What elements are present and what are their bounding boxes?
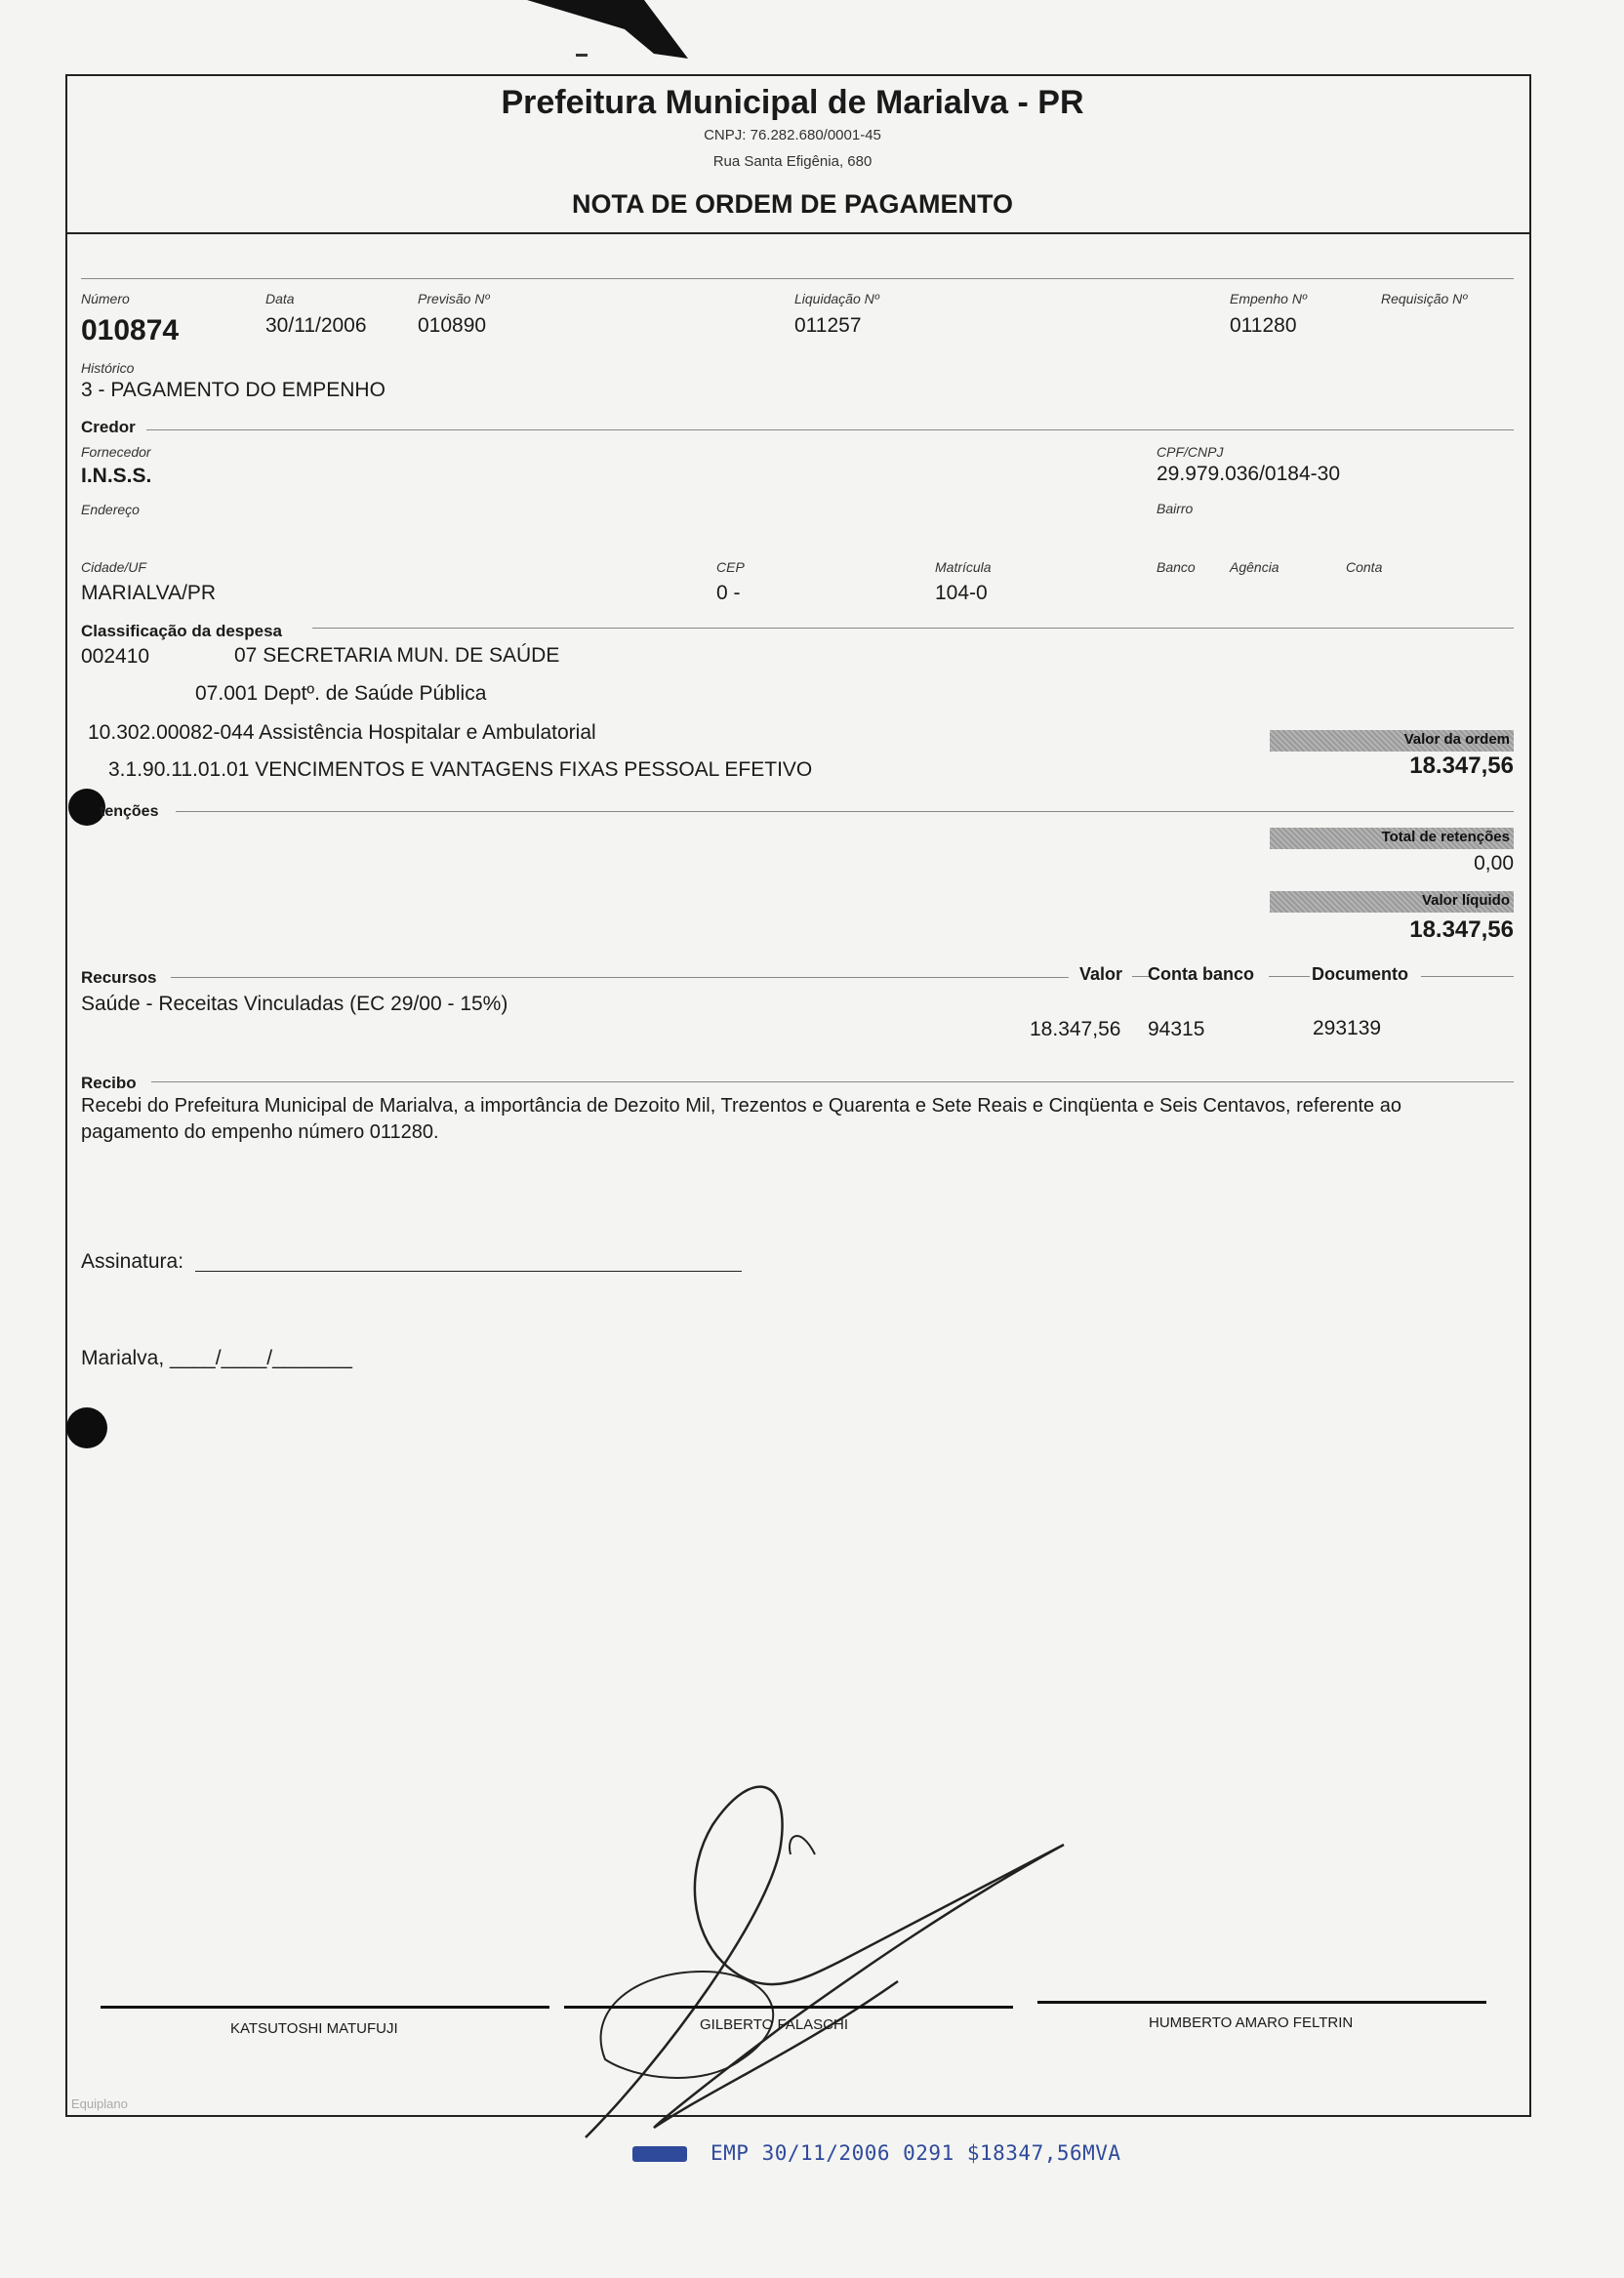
divider [1269, 976, 1310, 977]
classificacao-code: 002410 [81, 645, 150, 668]
classificacao-line1: 07 SECRETARIA MUN. DE SAÚDE [234, 644, 560, 667]
signature-name-2: GILBERTO FALASCHI [700, 2016, 848, 2033]
liquidacao-label: Liquidação Nº [794, 291, 879, 306]
valor-ordem-bar [1270, 730, 1514, 752]
header-divider [65, 232, 1531, 234]
recurso-descricao: Saúde - Receitas Vinculadas (EC 29/00 - 15%) [81, 993, 508, 1015]
staple-mark [527, 0, 703, 68]
page-title: Prefeitura Municipal de Marialva - PR [501, 84, 1084, 121]
total-retencoes-bar [1270, 828, 1514, 849]
signature-line [564, 2006, 1013, 2009]
recibo-text: Recebi do Prefeitura Municipal de Marialva, a importância de Dezoito Mil, Trezentos e Quarenta e Sete Reais e Cinqüenta e Seis Centavos, referente ao pagamento do empenho número 011280. [81, 1095, 1401, 1143]
total-retencoes-label: Total de retenções [1381, 829, 1510, 845]
divider [312, 628, 1514, 629]
liquidacao-value: 011257 [794, 314, 862, 337]
cnpj-text: CNPJ: 76.282.680/0001-45 [704, 127, 881, 143]
matricula-value: 104-0 [935, 582, 988, 604]
divider [151, 1081, 1514, 1082]
documento-column-label: Documento [1312, 964, 1408, 984]
valor-ordem-value: 18.347,56 [1409, 753, 1514, 779]
fornecedor-value: I.N.S.S. [81, 465, 152, 487]
valor-ordem-label: Valor da ordem [1403, 731, 1510, 748]
assinatura-line [195, 1271, 742, 1272]
cpf-label: CPF/CNPJ [1157, 444, 1224, 460]
valor-liquido-label: Valor líquido [1421, 892, 1510, 909]
divider [81, 278, 1514, 279]
valor-column-label: Valor [1079, 964, 1123, 984]
historico-value: 3 - PAGAMENTO DO EMPENHO [81, 379, 386, 401]
conta-banco-column-label: Conta banco [1148, 964, 1255, 984]
bairro-label: Bairro [1157, 501, 1194, 516]
previsao-value: 010890 [418, 314, 487, 337]
historico-label: Histórico [81, 360, 135, 376]
recurso-conta-banco: 94315 [1148, 1018, 1205, 1040]
classificacao-line2: 07.001 Deptº. de Saúde Pública [195, 682, 487, 705]
divider [1421, 976, 1514, 977]
classificacao-section-label: Classificação da despesa [81, 622, 283, 640]
recibo-section-label: Recibo [81, 1074, 137, 1092]
retencoes-section-label: tenções [100, 803, 159, 820]
matricula-label: Matrícula [935, 559, 992, 575]
endereco-label: Endereço [81, 502, 140, 517]
empenho-label: Empenho Nº [1230, 291, 1308, 306]
cidade-value: MARIALVA/PR [81, 582, 217, 604]
punch-hole [66, 1407, 107, 1448]
signature-line [101, 2006, 549, 2009]
data-value: 30/11/2006 [265, 314, 367, 337]
document-title: NOTA DE ORDEM DE PAGAMENTO [571, 189, 1013, 219]
classificacao-line4: 3.1.90.11.01.01 VENCIMENTOS E VANTAGENS FIXAS PESSOAL EFETIVO [108, 758, 813, 781]
recurso-documento: 293139 [1313, 1017, 1382, 1039]
signature-name-1: KATSUTOSHI MATUFUJI [230, 2020, 398, 2037]
divider [171, 977, 1069, 978]
previsao-label: Previsão Nº [418, 291, 490, 306]
valor-liquido-bar [1270, 891, 1514, 913]
equiplano-text: Equiplano [71, 2096, 128, 2111]
valor-liquido-value: 18.347,56 [1409, 916, 1514, 943]
divider [146, 429, 1514, 430]
empenho-value: 011280 [1230, 314, 1297, 337]
credor-section-label: Credor [81, 418, 136, 436]
cidade-label: Cidade/UF [81, 559, 146, 575]
recursos-section-label: Recursos [81, 968, 157, 987]
numero-value: 010874 [81, 314, 180, 346]
conta-label: Conta [1346, 559, 1383, 575]
signature-line [1037, 2001, 1486, 2004]
total-retencoes-value: 0,00 [1474, 852, 1514, 875]
bottom-stamp: EMP 30/11/2006 0291 $18347,56MVA [710, 2141, 1121, 2165]
assinatura-label: Assinatura: [81, 1250, 184, 1273]
requisicao-label: Requisição Nº [1381, 291, 1468, 306]
cpf-value: 29.979.036/0184-30 [1157, 463, 1341, 485]
banco-label: Banco [1157, 559, 1196, 575]
address-text: Rua Santa Efigênia, 680 [712, 153, 873, 170]
fornecedor-label: Fornecedor [81, 444, 151, 460]
signature-name-3: HUMBERTO AMARO FELTRIN [1149, 2014, 1354, 2031]
handwritten-signature [547, 1737, 1093, 2147]
data-label: Data [265, 291, 295, 306]
stamp-icon [632, 2146, 687, 2162]
numero-label: Número [81, 291, 130, 306]
divider [176, 811, 1514, 812]
classificacao-line3: 10.302.00082-044 Assistência Hospitalar e Ambulatorial [88, 721, 596, 744]
cep-value: 0 - [716, 582, 741, 604]
recurso-valor: 18.347,56 [1030, 1018, 1121, 1040]
cep-label: CEP [716, 559, 745, 575]
local-data: Marialva, ____/____/_______ [81, 1347, 352, 1369]
agencia-label: Agência [1230, 559, 1279, 575]
